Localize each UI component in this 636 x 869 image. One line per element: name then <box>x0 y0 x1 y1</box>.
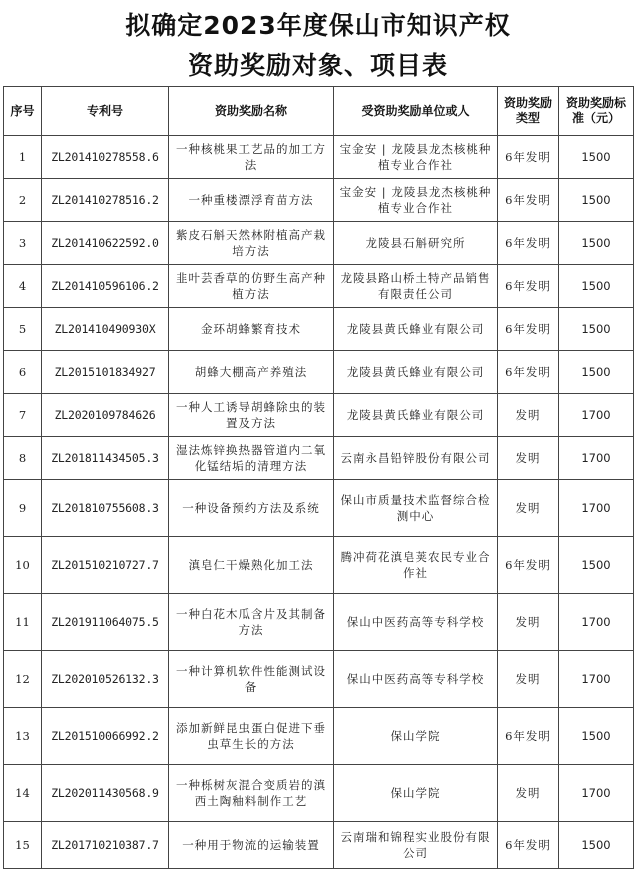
cell-patent: ZL201510210727.7 <box>42 537 169 594</box>
cell-unit: 云南永昌铅锌股份有限公司 <box>334 437 498 480</box>
header-name: 资助奖励名称 <box>169 87 334 136</box>
cell-type: 6年发明 <box>498 708 559 765</box>
cell-unit: 龙陵县路山桥土特产品销售有限责任公司 <box>334 265 498 308</box>
cell-patent: ZL2020109784626 <box>42 394 169 437</box>
header-unit: 受资助奖励单位或人 <box>334 87 498 136</box>
header-patent: 专利号 <box>42 87 169 136</box>
document-title <box>0 6 636 86</box>
cell-no: 5 <box>4 308 42 351</box>
cell-standard: 1700 <box>559 480 634 537</box>
cell-name: 滇皂仁干燥熟化加工法 <box>169 537 334 594</box>
award-table <box>3 86 634 869</box>
cell-no: 8 <box>4 437 42 480</box>
table-row <box>4 179 634 222</box>
cell-type: 6年发明 <box>498 222 559 265</box>
cell-no: 2 <box>4 179 42 222</box>
cell-no: 9 <box>4 480 42 537</box>
cell-patent: ZL201710210387.7 <box>42 822 169 869</box>
cell-unit: 龙陵县黄氏蜂业有限公司 <box>334 308 498 351</box>
cell-no: 4 <box>4 265 42 308</box>
table-row <box>4 480 634 537</box>
table-row <box>4 394 634 437</box>
table-row <box>4 308 634 351</box>
table-row <box>4 136 634 179</box>
header-standard: 资助奖励标准（元） <box>559 87 634 136</box>
cell-unit: 龙陵县黄氏蜂业有限公司 <box>334 394 498 437</box>
cell-name: 一种栎树灰混合变质岩的滇西土陶釉料制作工艺 <box>169 765 334 822</box>
table-row <box>4 822 634 869</box>
cell-patent: ZL201811434505.3 <box>42 437 169 480</box>
cell-type: 6年发明 <box>498 351 559 394</box>
cell-name: 添加新鲜昆虫蛋白促进下垂虫草生长的方法 <box>169 708 334 765</box>
cell-type: 6年发明 <box>498 308 559 351</box>
cell-patent: ZL201410490930X <box>42 308 169 351</box>
cell-patent: ZL202011430568.9 <box>42 765 169 822</box>
cell-unit: 保山中医药高等专科学校 <box>334 594 498 651</box>
cell-no: 1 <box>4 136 42 179</box>
cell-no: 11 <box>4 594 42 651</box>
cell-standard: 1500 <box>559 179 634 222</box>
cell-no: 6 <box>4 351 42 394</box>
cell-unit: 宝金安 | 龙陵县龙杰核桃种植专业合作社 <box>334 136 498 179</box>
cell-standard: 1500 <box>559 708 634 765</box>
cell-type: 发明 <box>498 651 559 708</box>
table-row <box>4 765 634 822</box>
cell-standard: 1700 <box>559 594 634 651</box>
cell-name: 一种核桃果工艺品的加工方法 <box>169 136 334 179</box>
cell-name: 胡蜂大棚高产养殖法 <box>169 351 334 394</box>
cell-no: 10 <box>4 537 42 594</box>
cell-type: 发明 <box>498 594 559 651</box>
cell-unit: 龙陵县石斛研究所 <box>334 222 498 265</box>
cell-no: 15 <box>4 822 42 869</box>
cell-type: 6年发明 <box>498 265 559 308</box>
cell-unit: 保山学院 <box>334 708 498 765</box>
cell-type: 发明 <box>498 765 559 822</box>
cell-type: 发明 <box>498 437 559 480</box>
cell-patent: ZL201410278558.6 <box>42 136 169 179</box>
cell-patent: ZL201810755608.3 <box>42 480 169 537</box>
cell-unit: 宝金安 | 龙陵县龙杰核桃种植专业合作社 <box>334 179 498 222</box>
cell-unit: 腾冲荷花滇皂荚农民专业合作社 <box>334 537 498 594</box>
cell-standard: 1500 <box>559 351 634 394</box>
cell-type: 发明 <box>498 394 559 437</box>
cell-unit: 龙陵县黄氏蜂业有限公司 <box>334 351 498 394</box>
cell-standard: 1500 <box>559 537 634 594</box>
cell-type: 发明 <box>498 480 559 537</box>
cell-standard: 1700 <box>559 651 634 708</box>
table-row <box>4 537 634 594</box>
table-row <box>4 351 634 394</box>
cell-no: 3 <box>4 222 42 265</box>
cell-patent: ZL201410596106.2 <box>42 265 169 308</box>
title-line-1: 拟确定2023年度保山市知识产权 <box>125 11 511 40</box>
header-no: 序号 <box>4 87 42 136</box>
cell-unit: 保山中医药高等专科学校 <box>334 651 498 708</box>
cell-name: 金环胡蜂繁育技术 <box>169 308 334 351</box>
cell-name: 一种用于物流的运输装置 <box>169 822 334 869</box>
table-row <box>4 708 634 765</box>
cell-type: 6年发明 <box>498 537 559 594</box>
header-type: 资助奖励类型 <box>498 87 559 136</box>
cell-name: 韭叶芸香草的仿野生高产种植方法 <box>169 265 334 308</box>
table-header-row <box>4 87 634 136</box>
cell-standard: 1500 <box>559 308 634 351</box>
cell-standard: 1500 <box>559 136 634 179</box>
cell-unit: 保山市质量技术监督综合检测中心 <box>334 480 498 537</box>
cell-no: 14 <box>4 765 42 822</box>
cell-name: 一种白花木瓜含片及其制备方法 <box>169 594 334 651</box>
cell-unit: 云南瑞和锦程实业股份有限公司 <box>334 822 498 869</box>
table-row <box>4 437 634 480</box>
cell-standard: 1700 <box>559 437 634 480</box>
cell-type: 6年发明 <box>498 179 559 222</box>
cell-name: 一种重楼漂浮育苗方法 <box>169 179 334 222</box>
cell-name: 一种设备预约方法及系统 <box>169 480 334 537</box>
cell-name: 紫皮石斛天然林附植高产栽培方法 <box>169 222 334 265</box>
cell-patent: ZL201410278516.2 <box>42 179 169 222</box>
cell-type: 6年发明 <box>498 136 559 179</box>
cell-standard: 1700 <box>559 765 634 822</box>
cell-patent: ZL2015101834927 <box>42 351 169 394</box>
cell-no: 7 <box>4 394 42 437</box>
table-row <box>4 651 634 708</box>
cell-standard: 1500 <box>559 822 634 869</box>
cell-standard: 1700 <box>559 394 634 437</box>
cell-no: 12 <box>4 651 42 708</box>
cell-type: 6年发明 <box>498 822 559 869</box>
cell-name: 一种计算机软件性能测试设备 <box>169 651 334 708</box>
cell-standard: 1500 <box>559 265 634 308</box>
cell-patent: ZL201911064075.5 <box>42 594 169 651</box>
cell-patent: ZL201410622592.0 <box>42 222 169 265</box>
cell-unit: 保山学院 <box>334 765 498 822</box>
table-row <box>4 594 634 651</box>
cell-no: 13 <box>4 708 42 765</box>
cell-name: 湿法炼锌换热器管道内二氧化锰结垢的清理方法 <box>169 437 334 480</box>
title-line-2: 资助奖励对象、项目表 <box>187 51 448 80</box>
table-row <box>4 265 634 308</box>
cell-name: 一种人工诱导胡蜂除虫的装置及方法 <box>169 394 334 437</box>
cell-standard: 1500 <box>559 222 634 265</box>
table-row <box>4 222 634 265</box>
cell-patent: ZL201510066992.2 <box>42 708 169 765</box>
cell-patent: ZL202010526132.3 <box>42 651 169 708</box>
